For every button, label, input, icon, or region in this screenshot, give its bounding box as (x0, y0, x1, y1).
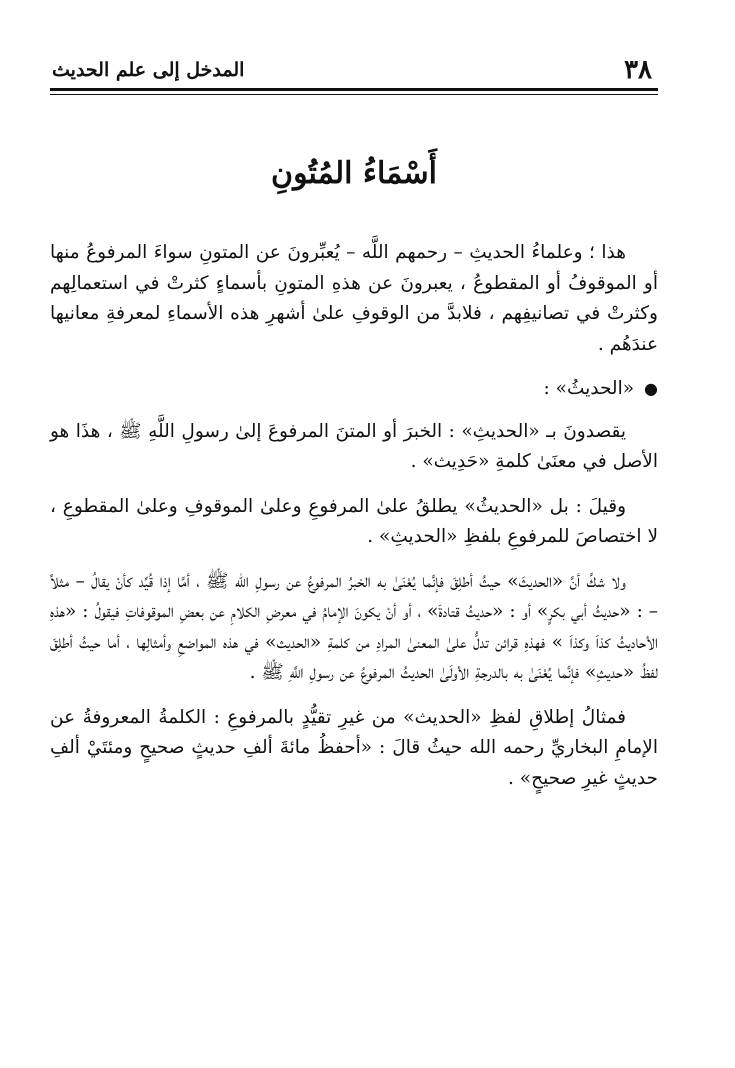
page-header (50, 50, 658, 88)
running-title: المدخل إلى علم الحديث (52, 59, 245, 81)
paragraph-example: فمثالُ إطلاقِ لفظِ «الحديث» من غيرِ تقيُّدٍ بالمرفوعِ : الكلمةُ المعروفةُ عن الإمامِ البخاريِّ رحمه الله حيثُ قالَ : «أحفظُ مائةَ ألفِ حديثٍ صحيحٍ ومئتَيْ ألفِ حديثٍ غيرِ صحيحٍ» . (50, 706, 658, 789)
paragraph-definition: يقصدونَ بـ «الحديثِ» : الخبرَ أو المتنَ المرفوعَ إلىٰ رسولِ اللَّهِ ﷺ ، هذَا هو الأصل في معنَىٰ كلمةِ «حَدِيث» . (50, 420, 658, 472)
subheading-text: «الحديثُ» : (543, 378, 635, 399)
paragraph-discussion: ولا شكَّ أنَّ «الحديثَ» حيثُ أطلِقَ فإنَّما يُعْنَىٰ به الخبرُ المرفوعُ عن رسولِ الله ﷺ ، أمَّا إذا قُيِّد كأنْ يقالُ – مثلاً – : «حديثُ أبي بكرٍ» أو : «حديثُ قتادةَ» ، أو أنْ يكونَ الإمامُ في معرضِ الكلامِ عن بعضِ الموقوفاتِ فيقولُ : «هذهِ الأحاديثُ كذاَ وكذاَ » فهذهِ قرائن تدلُّ علىٰ المعنىٰ المرادِ من كلمةِ «الحديث» في هذه المواضعِ وأمثالِها ، أما حيثُ أطلِقَ لفظُ «حديثِ» فإنَّما يُعْنَىٰ به بالدرجةِ الأولَىٰ الحديثُ المرفوعُ عن رسولِ اللَّهِ ﷺ . (50, 570, 658, 683)
bullet-dot-icon: ● (644, 379, 658, 398)
paragraph-intro: هذا ؛ وعلماءُ الحديثِ – رحمهم اللَّه – يُعبِّرونَ عن المتونِ سواءَ المرفوعُ منها أو الموقوفُ أو المقطوعُ ، يعبرونَ عن هذهِ المتونِ بأسماءٍ كثرتْ في استعمالِهم وكثرتْ في تصانيفِهم ، فلابدَّ من الوقوفِ علىٰ أشهرِ هذه الأسماءِ لمعرفةِ معانيها عندَهُم . (50, 242, 658, 355)
body-text (50, 238, 658, 808)
section-title: أَسْمَاءُ المُتُونِ (271, 156, 437, 191)
subheading (50, 374, 658, 405)
paragraph-alternative-view: وقيلَ : بل «الحديثُ» يطلقُ علىٰ المرفوعِ وعلىٰ الموقوفِ وعلىٰ المقطوعِ ، لا اختصاصَ للمرفوعِ بلفظِ «الحديثِ» . (50, 495, 658, 547)
page-number: ٣٨ (624, 55, 652, 85)
header-rule-thin (50, 94, 658, 95)
header-rule-thick (50, 88, 658, 91)
